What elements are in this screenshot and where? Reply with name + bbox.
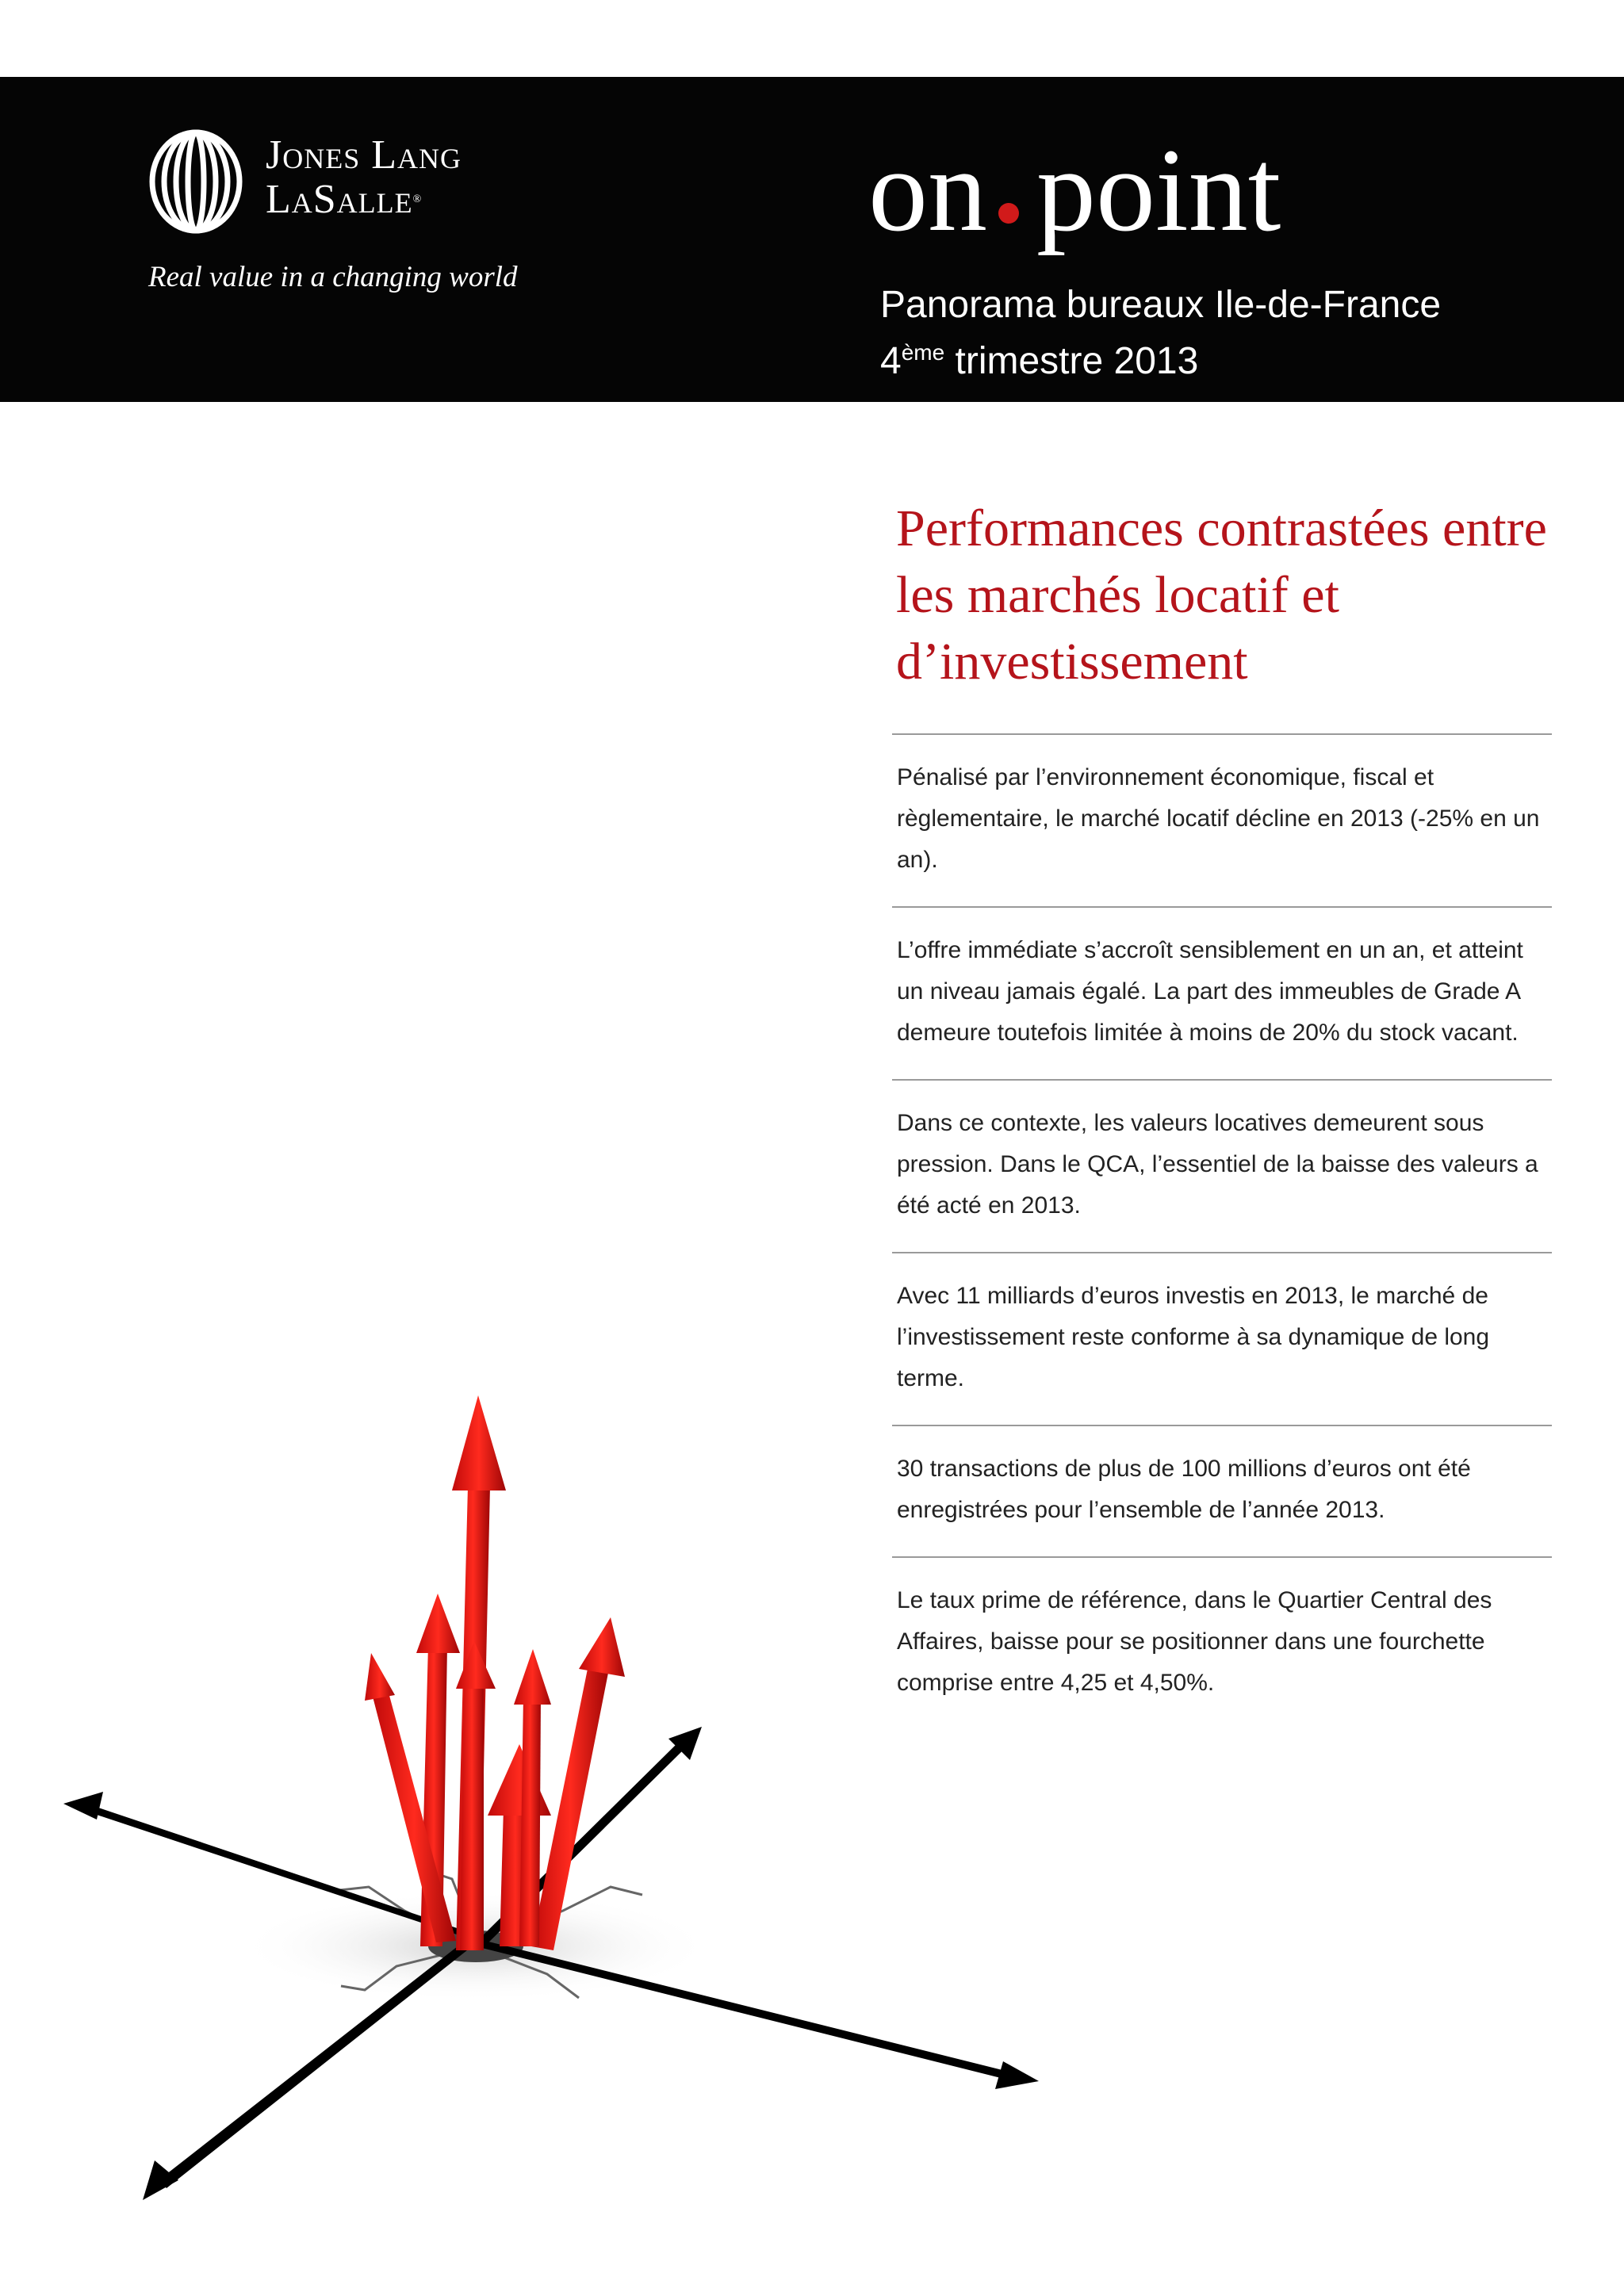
key-point: Le taux prime de référence, dans le Quartier Central des Affaires, baisse pour se positionner dans une fourchette comprise entre 4,25 et 4,50%.	[892, 1556, 1552, 1729]
key-point: Pénalisé par l’environnement économique, fiscal et règlementaire, le marché locatif décline en 2013 (-25% en un an).	[892, 733, 1552, 906]
key-point: Dans ce contexte, les valeurs locatives demeurent sous pression. Dans le QCA, l’essentiel de la baisse des valeurs a été acté en 2013.	[892, 1079, 1552, 1252]
publication-word-on: on	[868, 124, 987, 256]
quarter-suffix: ème	[901, 340, 945, 365]
quarter-rest: trimestre 2013	[944, 340, 1199, 382]
quarter-number: 4	[880, 340, 902, 382]
report-subtitle	[880, 281, 1441, 385]
publication-word-point: point	[1036, 124, 1281, 256]
jll-logo-icon	[147, 127, 246, 236]
headline: Performances contrastées entre les marchés locatif et d’investissement	[896, 499, 1547, 691]
brand-line-1: Jones Lang	[266, 132, 462, 178]
registered-mark: ®	[412, 193, 423, 205]
key-point: L’offre immédiate s’accroît sensiblement en un an, et atteint un niveau jamais égalé. La part des immeubles de Grade A demeure toutefois limitée à moins de 20% du stock vacant.	[892, 906, 1552, 1079]
brand-name	[266, 133, 462, 222]
key-point: 30 transactions de plus de 100 millions d’euros ont été enregistrées pour l’ensemble de l’année 2013.	[892, 1425, 1552, 1556]
subtitle-line-2	[880, 329, 1441, 385]
red-dot-icon	[998, 203, 1019, 224]
subtitle-line-1: Panorama bureaux Ile-de-France	[880, 284, 1442, 326]
brand-line-2: LaSalle	[266, 177, 413, 222]
tagline: Real value in a changing world	[148, 261, 518, 293]
red-arrows-illustration	[56, 1364, 1047, 2204]
publication-title	[868, 123, 1281, 258]
key-point: Avec 11 milliards d’euros investis en 2013, le marché de l’investissement reste conforme à sa dynamique de long terme.	[892, 1252, 1552, 1425]
